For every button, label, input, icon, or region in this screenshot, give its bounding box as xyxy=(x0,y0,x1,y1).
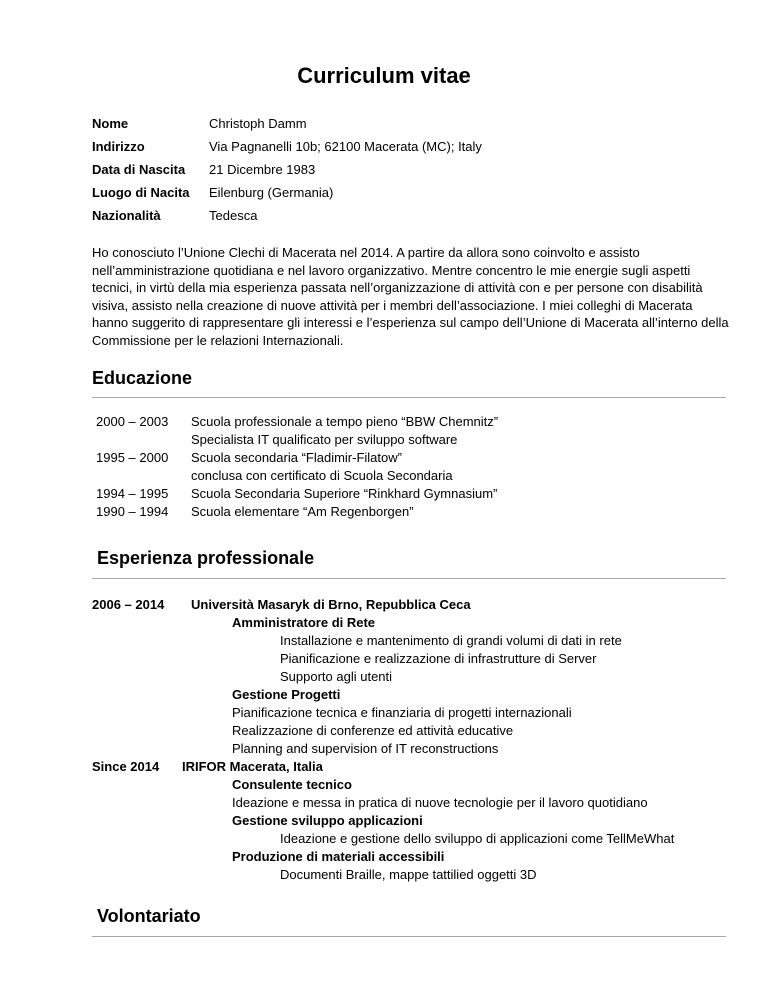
education-divider xyxy=(92,397,726,398)
label-birthplace: Luogo di Nacita xyxy=(92,185,190,200)
education-line: Scuola elementare “Am Regenborgen” xyxy=(191,504,414,519)
role-title: Gestione Progetti xyxy=(232,687,341,702)
education-heading: Educazione xyxy=(92,368,193,388)
task-line: Pianificazione e realizzazione di infrastrutture di Server xyxy=(280,651,597,666)
employer-name: IRIFOR Macerata, Italia xyxy=(182,759,323,774)
education-line: Scuola professionale a tempo pieno “BBW Chemnitz” xyxy=(191,414,499,429)
value-birthplace: Eilenburg (Germania) xyxy=(209,185,334,200)
role-title: Produzione di materiali accessibili xyxy=(232,849,445,864)
label-address: Indirizzo xyxy=(92,139,145,154)
education-line: Scuola Secondaria Superiore “Rinkhard Gymnasium” xyxy=(191,486,498,501)
education-line: Specialista IT qualificato per sviluppo software xyxy=(191,432,458,447)
education-line: Scuola secondaria “Fladimir-Filatow” xyxy=(191,450,402,465)
value-nationality: Tedesca xyxy=(209,208,258,223)
role-title: Amministratore di Rete xyxy=(232,615,376,630)
experience-divider xyxy=(92,578,726,579)
task-line: Planning and supervision of IT reconstructions xyxy=(232,741,499,756)
task-line: Realizzazione di conferenze ed attività educative xyxy=(232,723,514,738)
volunteering-divider xyxy=(92,936,726,937)
task-line: Supporto agli utenti xyxy=(280,669,393,684)
label-birthdate: Data di Nascita xyxy=(92,162,186,177)
experience-heading: Esperienza professionale xyxy=(97,548,315,568)
role-title: Consulente tecnico xyxy=(232,777,352,792)
education-years: 1994 – 1995 xyxy=(96,486,169,501)
task-line: Ideazione e messa in pratica di nuove tecnologie per il lavoro quotidiano xyxy=(232,795,648,810)
task-line: Documenti Braille, mappe tattilied oggetti 3D xyxy=(280,867,537,882)
task-line: Installazione e mantenimento di grandi volumi di dati in rete xyxy=(280,633,622,648)
value-address: Via Pagnanelli 10b; 62100 Macerata (MC); Italy xyxy=(209,139,482,154)
education-years: 1990 – 1994 xyxy=(96,504,169,519)
education-line: conclusa con certificato di Scuola Secondaria xyxy=(191,468,453,483)
volunteering-heading: Volontariato xyxy=(97,906,201,926)
experience-years: Since 2014 xyxy=(92,759,160,774)
task-line: Pianificazione tecnica e finanziaria di progetti internazionali xyxy=(232,705,572,720)
label-nationality: Nazionalità xyxy=(92,208,161,223)
experience-years: 2006 – 2014 xyxy=(92,597,165,612)
education-years: 1995 – 2000 xyxy=(96,450,169,465)
education-years: 2000 – 2003 xyxy=(96,414,169,429)
employer-name: Università Masaryk di Brno, Repubblica Ceca xyxy=(191,597,471,612)
intro-paragraph: Ho conosciuto l’Unione Clechi di Macerata nel 2014. A partire da allora sono coinvolto e assisto nell’amministrazione quotidiana e nel lavoro organizzativo. Mentre concentro le mie energie sugli aspetti tecnici, in virtù della mia esperienza passata nell’organizzazione di attività con e per persone con disabilità visiva, assisto nella creazione di nuove attività per i membri dell’associazione. I miei colleghi di Macerata hanno suggerito di rappresentare gli interessi e l’esperienza sul campo dell’Unione di Macerata all’interno della Commissione per le relazioni Internazionali. xyxy=(92,245,729,348)
role-title: Gestione sviluppo applicazioni xyxy=(232,813,423,828)
page-title: Curriculum vitae xyxy=(297,63,471,88)
label-name: Nome xyxy=(92,116,129,131)
task-line: Ideazione e gestione dello sviluppo di applicazioni come TellMeWhat xyxy=(280,831,675,846)
value-name: Christoph Damm xyxy=(209,116,307,131)
value-birthdate: 21 Dicembre 1983 xyxy=(209,162,316,177)
